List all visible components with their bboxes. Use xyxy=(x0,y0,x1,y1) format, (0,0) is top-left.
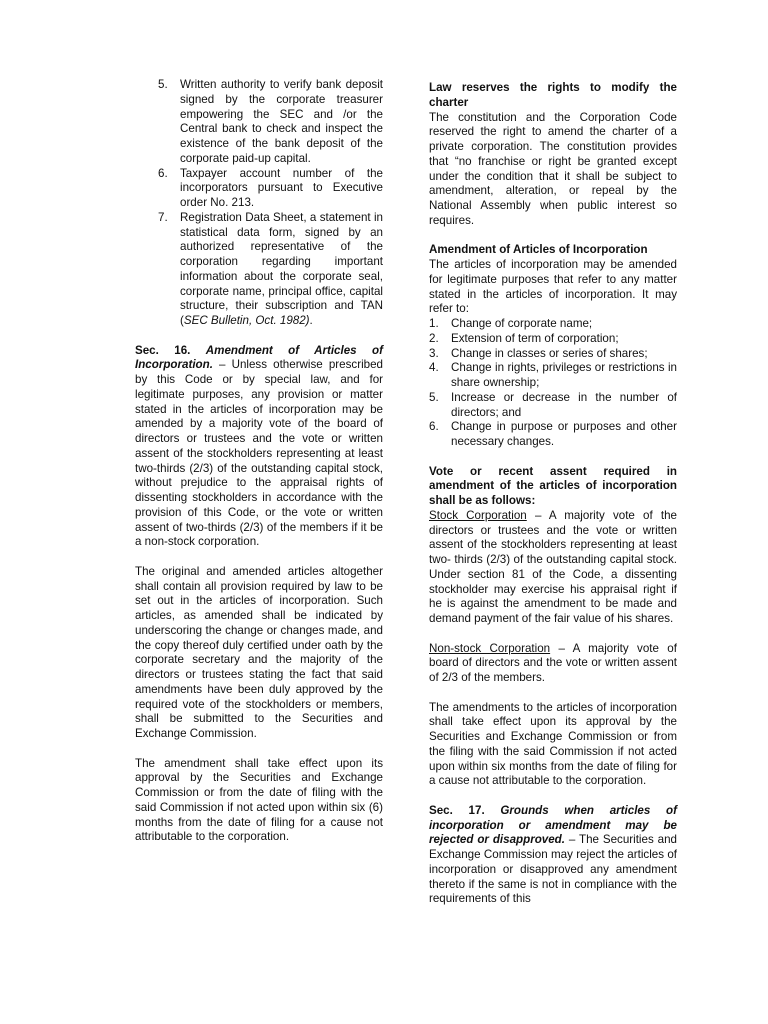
list-item: 6. Change in purpose or purposes and other necessary changes. xyxy=(429,420,677,448)
list-item: 5. Increase or decrease in the number of directors; and xyxy=(429,390,677,419)
list-item: 5. Written authority to verify bank deposit signed by the corporate treasurer empowering the SEC and /or the Central bank to check and inspect the existence of the bank deposit of the corporate paid-up capital. xyxy=(158,78,383,165)
list-item: 7. Registration Data Sheet, a statement in statistical data form, signed by an authorized representative of the corporation regarding important information about the corporate seal, corporate name, principal office, capital structure, their subscription and TAN (SEC Bulletin, Oct. 1982). xyxy=(158,210,383,327)
amendment-list xyxy=(429,317,677,450)
right-column xyxy=(429,0,677,907)
amendment-heading: Amendment of Articles of Incorporation xyxy=(429,243,648,257)
articles-paragraph: The original and amended articles altogether shall contain all provision required by law to be set out in the articles of incorporation. Such articles, as amended shall be indicated by underscoring the change or changes made, and the copy thereof duly certified under oath by the corporate secretary and the majority of the directors or trustees stating the fact that said amendments have been duly approved by the required vote of the stockholders or members, shall be submitted to the Securities and Exchange Commission. xyxy=(135,564,383,740)
section-17: Sec. 17. Grounds when articles of incorporation or amendment may be rejected or disapproved. – The Securities and Exchange Commission may reject the articles of incorporation or disapproved any amendment thereto if the same is not in compliance with the requirements of this xyxy=(429,803,677,906)
law-heading: Law reserves the rights to modify the charter xyxy=(429,81,677,109)
effectivity-paragraph: The amendment shall take effect upon its approval by the Securities and Exchange Commission or from the date of filing with the said Commission if not acted upon within six (6) months from the date of filing for a cause not attributable to the corporation. xyxy=(135,756,383,844)
nonstock-corporation-label: Non-stock Corporation xyxy=(429,641,551,655)
section-17-number: Sec. 17. xyxy=(429,803,485,817)
section-16-title: Amendment of Articles of Incorporation. xyxy=(135,343,383,372)
law-paragraph: The constitution and the Corporation Code reserved the right to amend the charter of a private corporation. The constitution provides that “no franchise or right be granted except under the condition that it shall be subject to amendment, alteration, or repeal by the National Assembly when public interest so requires. xyxy=(429,110,677,227)
section-16-number: Sec. 16. xyxy=(135,343,191,357)
amendment-paragraph: The articles of incorporation may be amended for legitimate purposes that refer to any matter stated in the articles of incorporation. It may refer to: xyxy=(429,258,677,316)
left-column xyxy=(135,0,383,845)
list-item: 3. Change in classes or series of shares; xyxy=(429,346,648,360)
stock-corporation-paragraph: Stock Corporation – A majority vote of the directors or trustees and the vote or written assent of the stockholders representing at least two- thirds (2/3) of the outstanding capital stock. Under section 81 of the Code, a dissenting stockholder may exercise his appraisal right if he is against the amendment to be made and demand payment of the fair value of his shares. xyxy=(429,508,678,625)
list-item: 2. Extension of term of corporation; xyxy=(429,331,619,345)
stock-corporation-label: Stock Corporation xyxy=(429,508,527,522)
requirements-list xyxy=(135,78,383,329)
list-item: 6. Taxpayer account number of the incorporators pursuant to Executive order No. 213. xyxy=(158,166,383,209)
list-item: 4. Change in rights, privileges or restrictions in share ownership; xyxy=(429,361,677,389)
section-16: Sec. 16. Amendment of Articles of Incorporation. – Unless otherwise prescribed by this Code or by special law, and for legitimate purposes, any provision or matter stated in the articles of incorporation may be amended by a majority vote of the board of directors or trustees and the vote or written assent of the stockholders representing at least two-thirds (2/3) of the outstanding capital stock, without prejudice to the appraisal rights of dissenting stockholders in accordance with the provision of this Code, or the vote or written assent of two-thirds (2/3) of the members if it be a non-stock corporation. xyxy=(135,343,383,549)
section-17-title: Grounds when articles of incorporation or amendment may be rejected or disapproved. xyxy=(429,803,677,847)
approval-paragraph: The amendments to the articles of incorporation shall take effect upon its approval by the Securities and Exchange Commission or from the filing with the said Commission if not acted upon within six months from the date of filing for a cause not attributable to the corporation. xyxy=(429,700,677,788)
list-item: 1. Change of corporate name; xyxy=(429,317,593,330)
nonstock-corporation-paragraph: Non-stock Corporation – A majority vote of board of directors and the vote or written assent of 2/3 of the members. xyxy=(429,641,677,684)
vote-heading: Vote or recent assent required in amendment of the articles of incorporation shall be as follows: xyxy=(429,464,677,507)
